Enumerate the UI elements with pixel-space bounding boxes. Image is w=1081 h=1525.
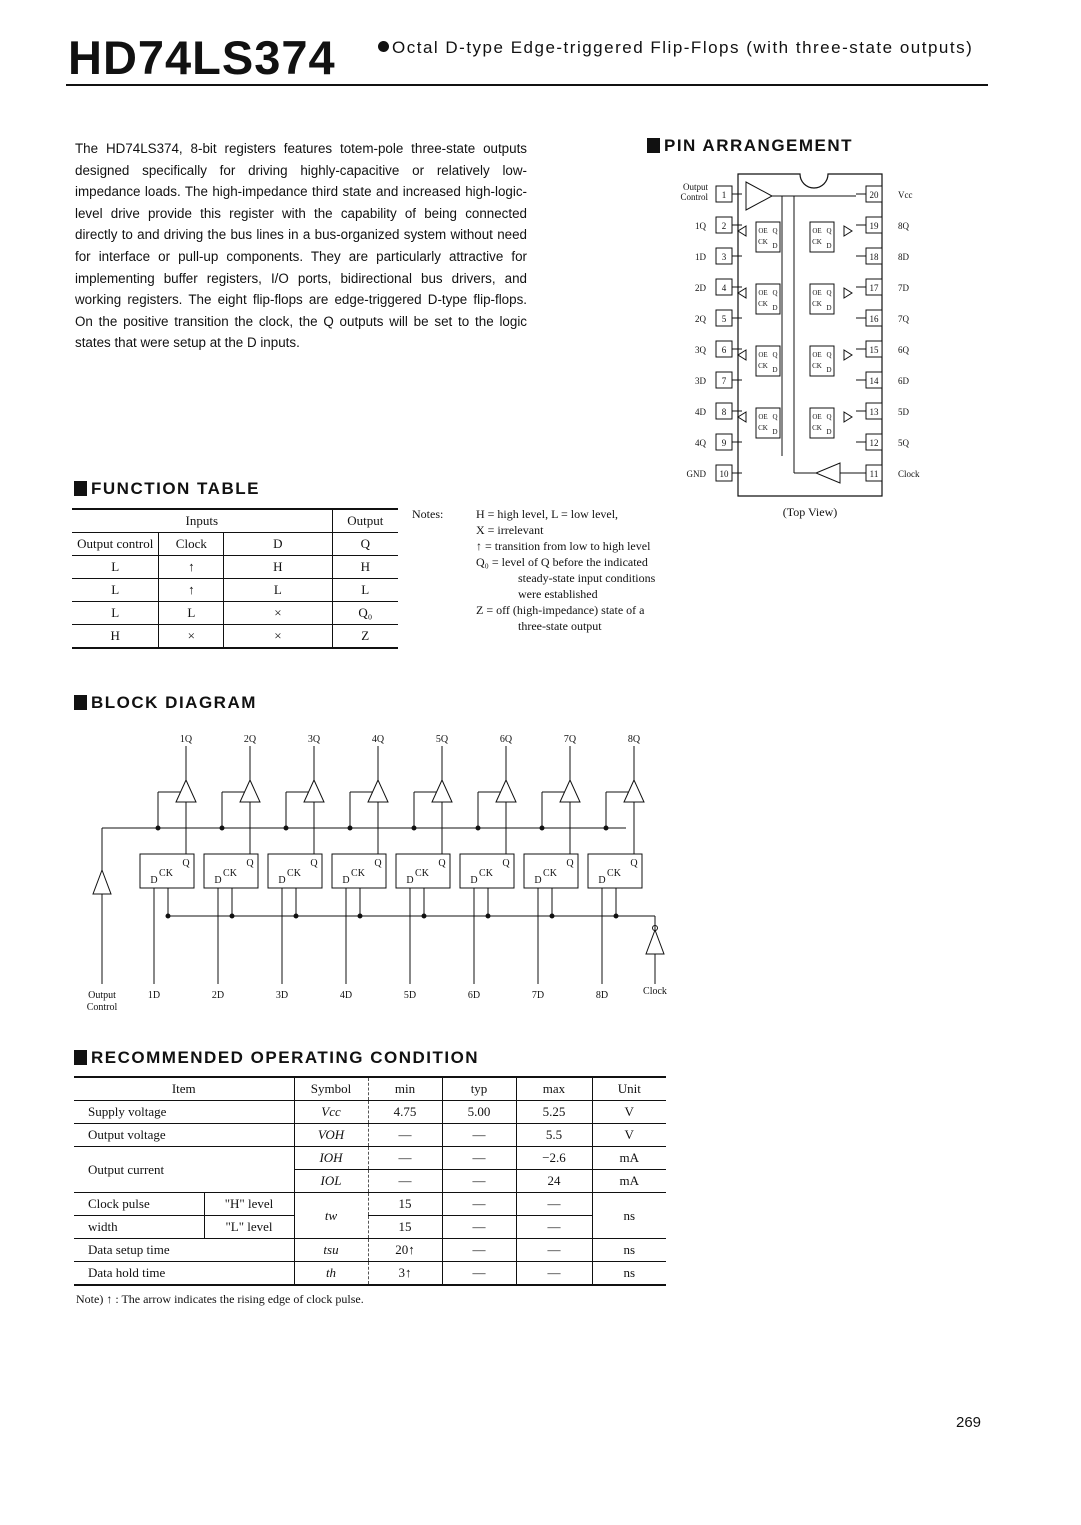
- ff-d-label: D: [470, 875, 478, 886]
- table-cell: —: [516, 1262, 592, 1286]
- notes-label: Notes:: [412, 507, 444, 521]
- pin-label: 7D: [898, 283, 909, 293]
- output-control-buffer: [93, 870, 111, 894]
- pin-number: 19: [869, 221, 879, 231]
- table-cell: L: [72, 579, 159, 602]
- output-buffer-symbol: [844, 412, 852, 422]
- ff-d-label: D: [826, 242, 832, 250]
- table-row: [74, 1239, 666, 1262]
- table-cell: 20↑: [368, 1239, 442, 1262]
- col-header: Output control: [72, 533, 159, 556]
- ff-oe-label: OE: [758, 413, 768, 421]
- pin-label: Output: [682, 182, 708, 192]
- table-cell: ×: [224, 602, 332, 625]
- junction-dot: [540, 826, 544, 830]
- table-cell: H: [72, 625, 159, 649]
- pin-number: 12: [869, 438, 879, 448]
- table-cell: —: [442, 1124, 516, 1147]
- table-row: [72, 579, 398, 602]
- table-cell: —: [368, 1124, 442, 1147]
- pin-label: Control: [680, 192, 708, 202]
- ff-q-label: Q: [438, 858, 446, 869]
- col-header: Q: [332, 533, 398, 556]
- junction-dot: [358, 914, 362, 918]
- table-row: [74, 1124, 666, 1147]
- ff-q-label: Q: [772, 227, 778, 235]
- ff-q-label: Q: [772, 413, 778, 421]
- table-footnote: Note) ↑ : The arrow indicates the rising edge of clock pulse.: [76, 1292, 364, 1306]
- table-cell: L: [72, 602, 159, 625]
- output-buffer-symbol: [844, 226, 852, 236]
- pin-label: 4D: [695, 407, 706, 417]
- table-cell: VOH: [294, 1124, 368, 1147]
- junction-dot: [422, 914, 426, 918]
- pin-number: 13: [869, 407, 879, 417]
- junction-dot: [220, 826, 224, 830]
- ff-q-label: Q: [826, 289, 832, 297]
- pin-label: 5D: [898, 407, 909, 417]
- table-cell: Z: [332, 625, 398, 649]
- pin-label: 1D: [695, 252, 706, 262]
- three-state-buffer: [368, 780, 388, 802]
- col-header: Clock: [159, 533, 224, 556]
- pin-number: 4: [721, 283, 727, 293]
- table-row: [72, 556, 398, 579]
- output-buffer-symbol: [738, 412, 746, 422]
- table-cell: —: [442, 1262, 516, 1286]
- page-number: 269: [956, 1414, 982, 1431]
- ff-d-label: D: [826, 304, 832, 312]
- table-cell: 24: [516, 1170, 592, 1193]
- col-header: Item: [74, 1077, 294, 1101]
- header-rule: [66, 84, 988, 86]
- ff-ck-label: CK: [607, 868, 621, 879]
- note-item: ↑ = transition from low to high level: [476, 539, 651, 553]
- table-cell: —: [368, 1147, 442, 1170]
- table-row: [74, 1216, 666, 1239]
- table-cell: −2.6: [516, 1147, 592, 1170]
- q-output-label: 1Q: [179, 734, 193, 745]
- pin-number: 1: [721, 190, 727, 200]
- q-output-label: 7Q: [563, 734, 577, 745]
- pin-number: 6: [721, 345, 727, 355]
- junction-dot: [166, 914, 170, 918]
- d-input-label: 8D: [595, 990, 609, 1001]
- table-cell: ns: [592, 1239, 666, 1262]
- table-cell: L: [224, 579, 332, 602]
- part-number: HD74LS374: [68, 31, 336, 84]
- table-cell: L: [159, 602, 224, 625]
- table-row: [74, 1193, 666, 1216]
- ff-q-label: Q: [826, 227, 832, 235]
- ff-d-label: D: [278, 875, 286, 886]
- ff-oe-label: OE: [758, 289, 768, 297]
- table-row: [74, 1147, 666, 1170]
- function-table-group-row: [72, 509, 398, 533]
- clock-buffer: [646, 930, 664, 954]
- pin-number: 20: [869, 190, 879, 200]
- junction-dot: [156, 826, 160, 830]
- table-cell: ns: [592, 1262, 666, 1286]
- pin-number: 10: [719, 469, 729, 479]
- ff-ck-label: CK: [758, 362, 768, 370]
- pin-number: 14: [869, 376, 879, 386]
- d-input-label: 4D: [339, 990, 353, 1001]
- table-cell: —: [516, 1216, 592, 1239]
- ff-oe-label: OE: [812, 351, 822, 359]
- q-output-label: 8Q: [627, 734, 641, 745]
- ff-ck-label: CK: [159, 868, 173, 879]
- section-function-table: FUNCTION TABLE: [74, 479, 260, 499]
- pin-number: 7: [721, 376, 727, 386]
- subtitle-text: Octal D-type Edge-triggered Flip-Flops (with three-state outputs): [392, 38, 974, 57]
- table-cell: ↑: [159, 556, 224, 579]
- clock-label: Clock: [643, 986, 667, 997]
- pin-number: 5: [721, 314, 727, 324]
- group-output: Output: [332, 509, 398, 533]
- output-buffer-symbol: [738, 226, 746, 236]
- table-cell: 3↑: [368, 1262, 442, 1286]
- ff-ck-label: CK: [415, 868, 429, 879]
- junction-dot: [284, 826, 288, 830]
- ff-d-label: D: [214, 875, 222, 886]
- table-cell: H: [224, 556, 332, 579]
- ff-q-label: Q: [246, 858, 254, 869]
- d-input-label: 3D: [275, 990, 289, 1001]
- pin-number: 9: [721, 438, 727, 448]
- table-cell: —: [442, 1239, 516, 1262]
- ff-d-label: D: [598, 875, 606, 886]
- table-cell: width: [74, 1216, 204, 1239]
- d-input-label: 1D: [147, 990, 161, 1001]
- table-cell: —: [516, 1239, 592, 1262]
- col-header: min: [368, 1077, 442, 1101]
- pin-label: 6D: [898, 376, 909, 386]
- function-table-notes: [412, 506, 672, 634]
- output-control-label: Output: [88, 990, 116, 1001]
- section-recommended: RECOMMENDED OPERATING CONDITION: [74, 1048, 479, 1068]
- ff-oe-label: OE: [812, 227, 822, 235]
- ff-ck-label: CK: [223, 868, 237, 879]
- table-cell: L: [332, 579, 398, 602]
- table-cell: L: [72, 556, 159, 579]
- d-input-label: 6D: [467, 990, 481, 1001]
- ff-d-label: D: [772, 242, 778, 250]
- function-table: [72, 508, 398, 649]
- output-buffer-symbol: [844, 288, 852, 298]
- ff-oe-label: OE: [758, 351, 768, 359]
- pin-number: 2: [721, 221, 727, 231]
- document-subtitle: [378, 38, 978, 57]
- junction-dot: [412, 826, 416, 830]
- table-cell: ↑: [159, 579, 224, 602]
- table-cell: 4.75: [368, 1101, 442, 1124]
- col-header: D: [224, 533, 332, 556]
- group-inputs: Inputs: [72, 509, 332, 533]
- ff-q-label: Q: [826, 351, 832, 359]
- table-cell: mA: [592, 1170, 666, 1193]
- table-cell: IOH: [294, 1147, 368, 1170]
- ff-q-label: Q: [566, 858, 574, 869]
- pin-label: 6Q: [898, 345, 909, 355]
- table-cell: ×: [224, 625, 332, 649]
- junction-dot: [294, 914, 298, 918]
- table-row: [74, 1262, 666, 1286]
- three-state-buffer: [624, 780, 644, 802]
- table-cell: V: [592, 1101, 666, 1124]
- three-state-buffer: [432, 780, 452, 802]
- table-cell: IOL: [294, 1170, 368, 1193]
- table-row: [72, 625, 398, 649]
- q-output-label: 4Q: [371, 734, 385, 745]
- table-cell: —: [442, 1193, 516, 1216]
- pin-label: Clock: [898, 469, 920, 479]
- ff-q-label: Q: [182, 858, 190, 869]
- three-state-buffer: [496, 780, 516, 802]
- buffer-symbol: [746, 182, 772, 210]
- table-header-row: [74, 1077, 666, 1101]
- ff-q-label: Q: [630, 858, 638, 869]
- ff-d-label: D: [772, 366, 778, 374]
- ff-d-label: D: [406, 875, 414, 886]
- pin-label: 3Q: [695, 345, 706, 355]
- output-buffer-symbol: [738, 288, 746, 298]
- ff-ck-label: CK: [758, 424, 768, 432]
- col-header: Unit: [592, 1077, 666, 1101]
- note-item: Q₀ = level of Q before the indicated steady-state input conditions were established: [476, 555, 656, 601]
- ff-d-label: D: [772, 428, 778, 436]
- q-output-label: 3Q: [307, 734, 321, 745]
- pin-label: 7Q: [898, 314, 909, 324]
- d-input-label: 2D: [211, 990, 225, 1001]
- top-view-caption: (Top View): [782, 505, 838, 519]
- table-cell: Output current: [74, 1147, 294, 1193]
- table-cell: tsu: [294, 1239, 368, 1262]
- junction-dot: [348, 826, 352, 830]
- ff-ck-label: CK: [812, 238, 822, 246]
- table-cell: 15: [368, 1216, 442, 1239]
- ff-ck-label: CK: [543, 868, 557, 879]
- ff-d-label: D: [342, 875, 350, 886]
- col-header: Symbol: [294, 1077, 368, 1101]
- ff-ck-label: CK: [479, 868, 493, 879]
- pin-label: 8Q: [898, 221, 909, 231]
- table-cell: 5.5: [516, 1124, 592, 1147]
- table-cell: —: [442, 1170, 516, 1193]
- ff-d-label: D: [826, 366, 832, 374]
- section-pin-arrangement: PIN ARRANGEMENT: [647, 136, 853, 156]
- recommended-operating-table: [74, 1076, 666, 1286]
- table-cell: 15: [368, 1193, 442, 1216]
- ff-ck-label: CK: [758, 300, 768, 308]
- table-cell: tw: [294, 1193, 368, 1239]
- three-state-buffer: [304, 780, 324, 802]
- three-state-buffer: [560, 780, 580, 802]
- ff-ck-label: CK: [812, 300, 822, 308]
- col-header: max: [516, 1077, 592, 1101]
- pin-label: 8D: [898, 252, 909, 262]
- output-buffer-symbol: [738, 350, 746, 360]
- ff-q-label: Q: [310, 858, 318, 869]
- pin-number: 16: [869, 314, 879, 324]
- section-block-diagram: BLOCK DIAGRAM: [74, 693, 257, 713]
- table-cell: V: [592, 1124, 666, 1147]
- junction-dot: [550, 914, 554, 918]
- table-cell: ×: [159, 625, 224, 649]
- col-header: typ: [442, 1077, 516, 1101]
- three-state-buffer: [176, 780, 196, 802]
- ff-ck-label: CK: [812, 362, 822, 370]
- table-cell: H: [332, 556, 398, 579]
- table-row: [74, 1101, 666, 1124]
- table-cell: —: [442, 1216, 516, 1239]
- table-cell: ns: [592, 1193, 666, 1239]
- table-cell: 5.00: [442, 1101, 516, 1124]
- note-item: X = irrelevant: [476, 523, 544, 537]
- d-input-label: 5D: [403, 990, 417, 1001]
- output-buffer-symbol: [844, 350, 852, 360]
- table-cell: Vcc: [294, 1101, 368, 1124]
- three-state-buffer: [240, 780, 260, 802]
- ff-oe-label: OE: [812, 289, 822, 297]
- table-row: [72, 602, 398, 625]
- ff-q-label: Q: [772, 351, 778, 359]
- pin-arrangement-diagram: [660, 168, 960, 528]
- function-table-header-row: [72, 533, 398, 556]
- ff-oe-label: OE: [758, 227, 768, 235]
- junction-dot: [476, 826, 480, 830]
- junction-dot: [486, 914, 490, 918]
- pin-number: 17: [869, 283, 879, 293]
- output-control-label: Control: [86, 1002, 118, 1013]
- q-output-label: 5Q: [435, 734, 449, 745]
- q-output-label: 2Q: [243, 734, 257, 745]
- pin-number: 3: [721, 252, 727, 262]
- ff-d-label: D: [772, 304, 778, 312]
- ff-ck-label: CK: [287, 868, 301, 879]
- note-item: Z = off (high-impedance) state of a three-state output: [476, 603, 645, 633]
- ff-q-label: Q: [826, 413, 832, 421]
- ff-ck-label: CK: [351, 868, 365, 879]
- table-cell: Clock pulse: [74, 1193, 204, 1216]
- pin-label: 1Q: [695, 221, 706, 231]
- table-cell: "L" level: [204, 1216, 294, 1239]
- table-cell: Supply voltage: [74, 1101, 294, 1124]
- d-input-label: 7D: [531, 990, 545, 1001]
- pin-label: 2Q: [695, 314, 706, 324]
- table-cell: Data hold time: [74, 1262, 294, 1286]
- ff-d-label: D: [150, 875, 158, 886]
- table-cell: —: [516, 1193, 592, 1216]
- pin-label: 5Q: [898, 438, 909, 448]
- pin-label: 3D: [695, 376, 706, 386]
- pin-number: 18: [869, 252, 879, 262]
- table-cell: Output voltage: [74, 1124, 294, 1147]
- ff-oe-label: OE: [812, 413, 822, 421]
- table-cell: mA: [592, 1147, 666, 1170]
- ff-ck-label: CK: [758, 238, 768, 246]
- junction-dot: [614, 914, 618, 918]
- pin-label: 4Q: [695, 438, 706, 448]
- ff-q-label: Q: [374, 858, 382, 869]
- table-cell: —: [368, 1170, 442, 1193]
- table-cell: th: [294, 1262, 368, 1286]
- q-output-label: 6Q: [499, 734, 513, 745]
- clock-buffer-symbol: [816, 463, 840, 483]
- ff-d-label: D: [826, 428, 832, 436]
- pin-number: 11: [869, 469, 879, 479]
- table-cell: "H" level: [204, 1193, 294, 1216]
- table-cell: —: [442, 1147, 516, 1170]
- pin-label: GND: [686, 469, 706, 479]
- pin-label: Vcc: [898, 190, 913, 200]
- ff-ck-label: CK: [812, 424, 822, 432]
- note-item: H = high level, L = low level,: [476, 507, 619, 521]
- ff-q-label: Q: [502, 858, 510, 869]
- pin-label: 2D: [695, 283, 706, 293]
- bullet-icon: [378, 41, 389, 52]
- ff-d-label: D: [534, 875, 542, 886]
- junction-dot: [230, 914, 234, 918]
- table-cell: Data setup time: [74, 1239, 294, 1262]
- junction-dot: [604, 826, 608, 830]
- table-cell: 5.25: [516, 1101, 592, 1124]
- pin-number: 15: [869, 345, 879, 355]
- ff-q-label: Q: [772, 289, 778, 297]
- pin-number: 8: [721, 407, 727, 417]
- description-paragraph: The HD74LS374, 8-bit registers features totem-pole three-state outputs designed specifically for driving highly-capacitive or relatively low-impedance loads. The high-impedance third state and increased high-logic-level drive provide this register with the capability of being connected directly to and driving the bus lines in a bus-organized system without need for interface or pull-up components. They are particularly attractive for implementing buffer registers, I/O ports, bidirectional bus drivers, and working registers. The eight flip-flops are edge-triggered D-type flip-flops. On the positive transition the clock, the Q outputs will be set to the logic states that were setup at the D inputs.: [75, 141, 527, 351]
- block-diagram: [78, 728, 678, 1023]
- table-cell: Q₀: [332, 602, 398, 625]
